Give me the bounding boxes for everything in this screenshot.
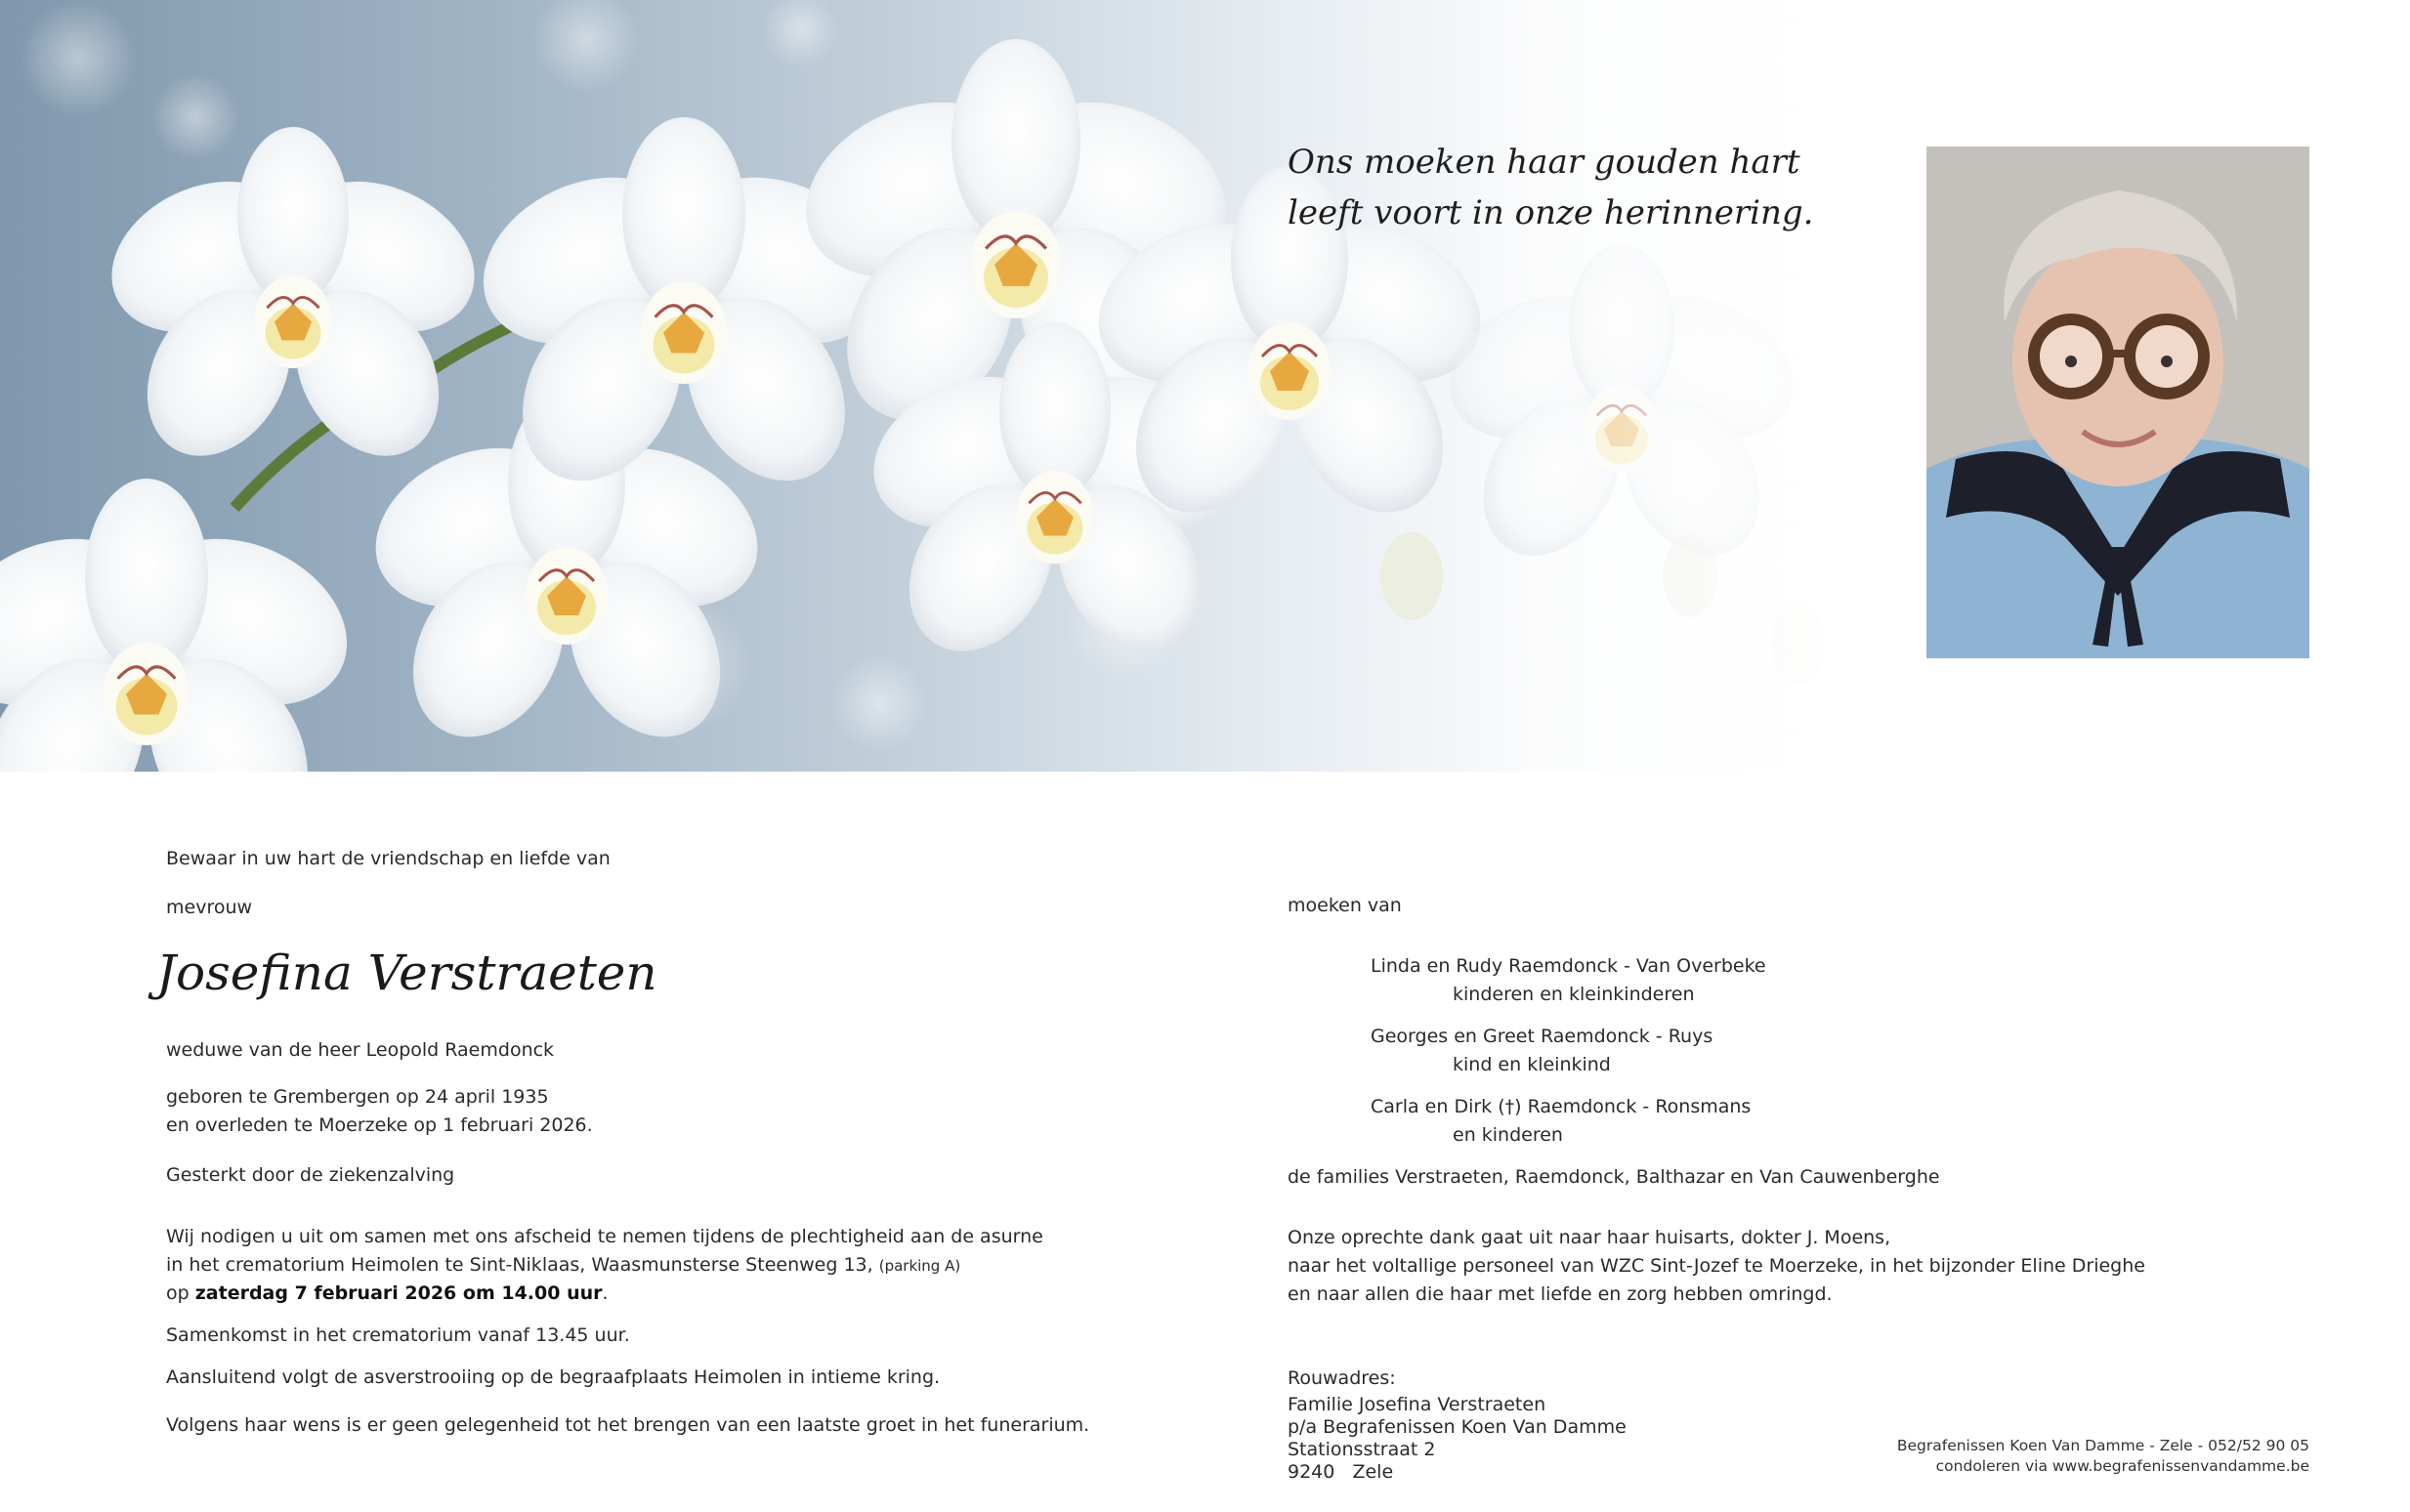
ceremony-date: zaterdag 7 februari 2026 om 14.00 uur [194,1282,603,1304]
orchid-illustration [0,0,1890,772]
salutation: mevrouw [166,897,253,918]
invitation-line-3 [166,1280,609,1308]
thanks-line-3: en naar allen die haar met liefde en zorg hebben omringd. [1288,1283,1833,1305]
family-3-names: Carla en Dirk (†) Raemdonck - Ronsmans [1371,1096,1752,1117]
deceased-name: Josefina Verstraeten [156,945,657,1001]
quote-line-1: Ons moeken haar gouden hart [1288,143,1800,182]
address-line-2: p/a Begrafenissen Koen Van Damme [1288,1416,1627,1438]
scattering-text: Aansluitend volgt de asverstrooiing op de begraafplaats Heimolen in intieme kring. [166,1366,941,1388]
parking-note: (parking A) [878,1257,961,1275]
funeral-home-footer [1897,1436,2309,1477]
invitation-op: op [166,1282,190,1304]
invitation-line-1: Wij nodigen u uit om samen met ons afscheid te nemen tijdens de plechtigheid aan de asurne [166,1226,1043,1247]
family-2-relation: kind en kleinkind [1453,1054,1611,1075]
address-line-4: 9240 Zele [1288,1461,1394,1483]
gathering-text: Samenkomst in het crematorium vanaf 13.45 uur. [166,1324,630,1346]
family-1-names: Linda en Rudy Raemdonck - Van Overbeke [1371,955,1766,977]
birth-text: geboren te Grembergen op 24 april 1935 [166,1086,549,1108]
intro-text: Bewaar in uw hart de vriendschap en liefde van [166,848,611,869]
wish-text: Volgens haar wens is er geen gelegenheid tot het brengen van een laatste groet in het funerarium. [166,1414,1090,1436]
memorial-quote [1288,137,1835,238]
condolence-website: condoleren via www.begrafenissenvandamme.be [1935,1457,2309,1475]
sacrament-text: Gesterkt door de ziekenzalving [166,1164,455,1186]
family-3-relation: en kinderen [1453,1124,1563,1146]
orchid-banner [0,0,1890,772]
family-2-names: Georges en Greet Raemdonck - Ruys [1371,1026,1713,1047]
address-label: Rouwadres: [1288,1367,1396,1389]
funeral-home-contact: Begrafenissen Koen Van Damme - Zele - 052/52 90 05 [1896,1437,2309,1454]
portrait-photo [1926,147,2309,658]
thanks-line-2: naar het voltallige personeel van WZC Sint-Jozef te Moerzeke, in het bijzonder Eline Drieghe [1288,1255,2145,1277]
address-line-3: Stationsstraat 2 [1288,1439,1436,1460]
mourned-by-label: moeken van [1288,895,1402,916]
invitation-period: . [602,1282,609,1304]
quote-line-2: leeft voort in onze herinnering. [1288,193,1814,232]
address-line-1: Familie Josefina Verstraeten [1288,1394,1546,1415]
death-text: en overleden te Moerzeke op 1 februari 2026. [166,1114,593,1136]
invitation-line-2 [166,1251,960,1281]
thanks-line-1: Onze oprechte dank gaat uit naar haar huisarts, dokter J. Moens, [1288,1227,1891,1248]
extended-families: de families Verstraeten, Raemdonck, Balthazar en Van Cauwenberghe [1288,1166,1940,1188]
widow-text: weduwe van de heer Leopold Raemdonck [166,1039,555,1061]
family-1-relation: kinderen en kleinkinderen [1453,984,1695,1005]
invitation-location: in het crematorium Heimolen te Sint-Niklaas, Waasmunsterse Steenweg 13, [166,1254,873,1276]
portrait-illustration [1926,147,2309,658]
